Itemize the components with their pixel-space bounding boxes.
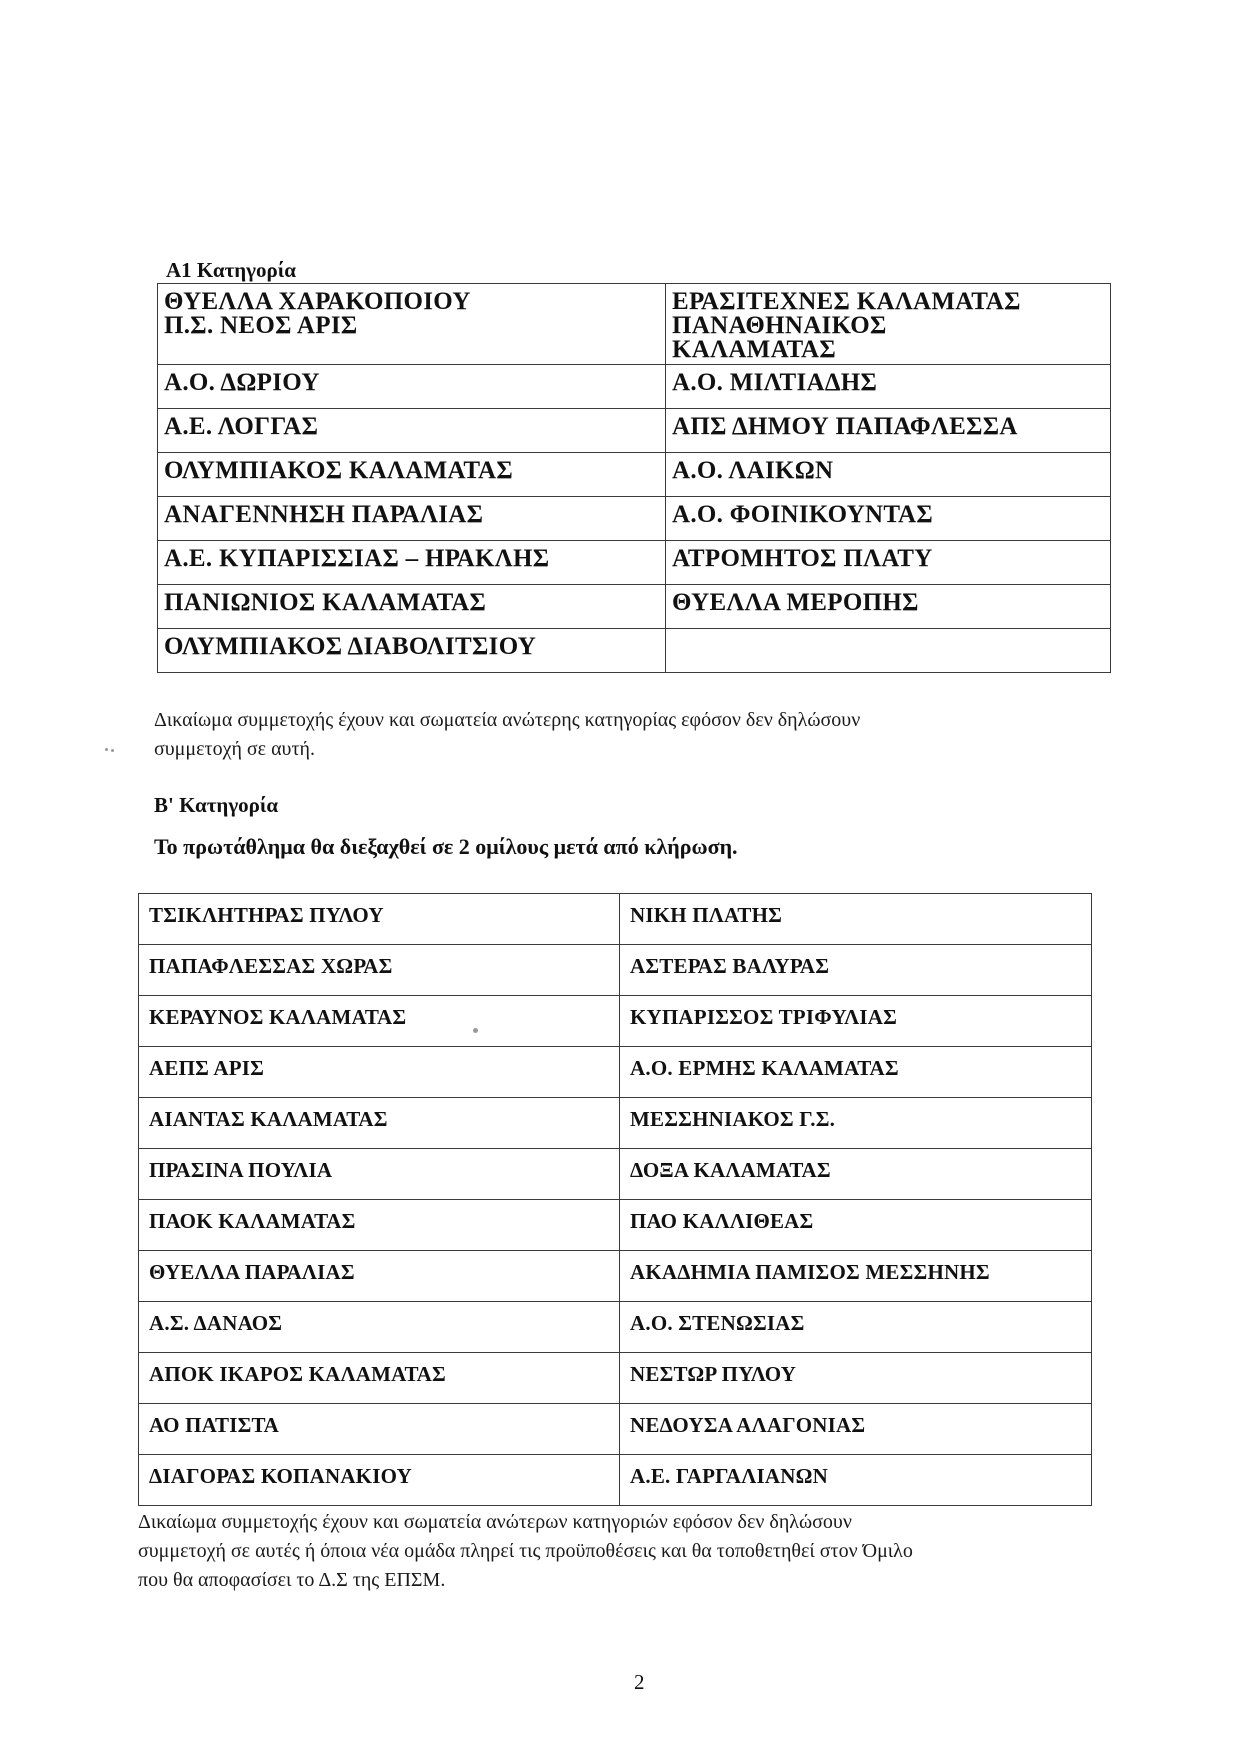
- scan-speck: [111, 749, 114, 752]
- section-a-row: [158, 585, 1111, 629]
- section-b-note-line: συμμετοχή σε αυτές ή όποια νέα ομάδα πληρεί τις προϋποθέσεις και θα τοποθετηθεί στον Όμιλο: [138, 1540, 913, 1562]
- section-a-team-right: ΑΠΣ ΔΗΜΟΥ ΠΑΠΑΦΛΕΣΣΑ: [666, 409, 1111, 453]
- section-a-team-right: ΕΡΑΣΙΤΕΧΝΕΣ ΚΑΛΑΜΑΤΑΣ ΠΑΝΑΘΗΝΑΙΚΟΣ ΚΑΛΑΜΑΤΑΣ: [666, 284, 1111, 365]
- section-b-subtitle: Το πρωτάθλημα θα διεξαχθεί σε 2 ομίλους μετά από κλήρωση.: [154, 834, 738, 859]
- section-a-note-line: συμμετοχή σε αυτή.: [154, 738, 315, 760]
- section-b-note-line: Δικαίωμα συμμετοχής έχουν και σωματεία ανώτερων κατηγοριών εφόσον δεν δηλώσουν: [138, 1511, 852, 1533]
- section-b-team-right: ΔΟΞΑ ΚΑΛΑΜΑΤΑΣ: [620, 1149, 1092, 1200]
- section-b-team-left: ΠΑΟΚ ΚΑΛΑΜΑΤΑΣ: [139, 1200, 620, 1251]
- section-b-title: Β' Κατηγορία: [154, 793, 279, 817]
- section-b-row: [139, 996, 1092, 1047]
- section-a-row: [158, 629, 1111, 673]
- section-a-row: [158, 453, 1111, 497]
- section-a-team-left: ΘΥΕΛΛΑ ΧΑΡΑΚΟΠΟΙΟΥ Π.Σ. ΝΕΟΣ ΑΡΙΣ: [158, 284, 666, 365]
- section-a-row: [158, 541, 1111, 585]
- section-b-team-right: ΝΕΔΟΥΣΑ ΑΛΑΓΟΝΙΑΣ: [620, 1404, 1092, 1455]
- section-a-team-left: ΠΑΝΙΩΝΙΟΣ ΚΑΛΑΜΑΤΑΣ: [158, 585, 666, 629]
- section-b-row: [139, 894, 1092, 945]
- section-a-team-left: ΟΛΥΜΠΙΑΚΟΣ ΚΑΛΑΜΑΤΑΣ: [158, 453, 666, 497]
- section-a-team-left: ΑΝΑΓΕΝΝΗΣΗ ΠΑΡΑΛΙΑΣ: [158, 497, 666, 541]
- section-b-row: [139, 945, 1092, 996]
- section-b-team-right: ΚΥΠΑΡΙΣΣΟΣ ΤΡΙΦΥΛΙΑΣ: [620, 996, 1092, 1047]
- section-b-row: [139, 1404, 1092, 1455]
- section-a-row: [158, 284, 1111, 365]
- section-a-table-body: [158, 284, 1111, 673]
- section-b-row: [139, 1200, 1092, 1251]
- section-b-team-left: ΔΙΑΓΟΡΑΣ ΚΟΠΑΝΑΚΙΟΥ: [139, 1455, 620, 1506]
- section-b-row: [139, 1455, 1092, 1506]
- section-b-team-right: ΑΣΤΕΡΑΣ ΒΑΛΥΡΑΣ: [620, 945, 1092, 996]
- section-a-team-left: Α.Ε. ΚΥΠΑΡΙΣΣΙΑΣ – ΗΡΑΚΛΗΣ: [158, 541, 666, 585]
- section-a-team-right: Α.Ο. ΦΟΙΝΙΚΟΥΝΤΑΣ: [666, 497, 1111, 541]
- section-b-team-right: ΠΑΟ ΚΑΛΛΙΘΕΑΣ: [620, 1200, 1092, 1251]
- section-b-row: [139, 1251, 1092, 1302]
- section-b-team-left: ΑΠΟΚ ΙΚΑΡΟΣ ΚΑΛΑΜΑΤΑΣ: [139, 1353, 620, 1404]
- section-b-note: [138, 1508, 1138, 1595]
- section-b-team-left: ΚΕΡΑΥΝΟΣ ΚΑΛΑΜΑΤΑΣ: [139, 996, 620, 1047]
- section-a-row: [158, 497, 1111, 541]
- section-b-team-right: ΜΕΣΣΗΝΙΑΚΟΣ Γ.Σ.: [620, 1098, 1092, 1149]
- section-b-team-right: ΝΕΣΤΩΡ ΠΥΛΟΥ: [620, 1353, 1092, 1404]
- section-b-team-right: ΝΙΚΗ ΠΛΑΤΗΣ: [620, 894, 1092, 945]
- section-a-team-left: ΟΛΥΜΠΙΑΚΟΣ ΔΙΑΒΟΛΙΤΣΙΟΥ: [158, 629, 666, 673]
- section-b-team-right: ΑΚΑΔΗΜΙΑ ΠΑΜΙΣΟΣ ΜΕΣΣΗΝΗΣ: [620, 1251, 1092, 1302]
- section-b-team-right: Α.Ο. ΣΤΕΝΩΣΙΑΣ: [620, 1302, 1092, 1353]
- section-b-team-left: ΑΟ ΠΑΤΙΣΤΑ: [139, 1404, 620, 1455]
- section-a-team-right: ΘΥΕΛΛΑ ΜΕΡΟΠΗΣ: [666, 585, 1111, 629]
- section-b-table-body: [139, 894, 1092, 1506]
- section-b-row: [139, 1353, 1092, 1404]
- section-a-row: [158, 365, 1111, 409]
- section-b-team-left: ΠΑΠΑΦΛΕΣΣΑΣ ΧΩΡΑΣ: [139, 945, 620, 996]
- section-b-team-left: ΑΕΠΣ ΑΡΙΣ: [139, 1047, 620, 1098]
- scan-speck: [473, 1028, 478, 1033]
- section-b-row: [139, 1047, 1092, 1098]
- scan-speck: [105, 748, 108, 751]
- section-a-note-line: Δικαίωμα συμμετοχής έχουν και σωματεία ανώτερης κατηγορίας εφόσον δεν δηλώσουν: [154, 709, 861, 731]
- section-b-team-left: ΤΣΙΚΛΗΤΗΡΑΣ ΠΥΛΟΥ: [139, 894, 620, 945]
- section-b-team-right: Α.Ο. ΕΡΜΗΣ ΚΑΛΑΜΑΤΑΣ: [620, 1047, 1092, 1098]
- section-b-note-line: που θα αποφασίσει το Δ.Σ της ΕΠΣΜ.: [138, 1569, 446, 1591]
- section-a-team-left: Α.Ο. ΔΩΡΙΟΥ: [158, 365, 666, 409]
- section-b-row: [139, 1302, 1092, 1353]
- section-b-row: [139, 1098, 1092, 1149]
- section-b-team-left: ΑΙΑΝΤΑΣ ΚΑΛΑΜΑΤΑΣ: [139, 1098, 620, 1149]
- section-b-team-left: Α.Σ. ΔΑΝΑΟΣ: [139, 1302, 620, 1353]
- section-b-team-left: ΠΡΑΣΙΝΑ ΠΟΥΛΙΑ: [139, 1149, 620, 1200]
- section-a-team-right: [666, 629, 1111, 673]
- section-a-row: [158, 409, 1111, 453]
- section-a-team-right: Α.Ο. ΜΙΛΤΙΑΔΗΣ: [666, 365, 1111, 409]
- section-a-team-left: Α.Ε. ΛΟΓΓΑΣ: [158, 409, 666, 453]
- section-a-note: [154, 706, 1134, 764]
- section-a-team-right: Α.Ο. ΛΑΙΚΩΝ: [666, 453, 1111, 497]
- section-a-team-right: ΑΤΡΟΜΗΤΟΣ ΠΛΑΤΥ: [666, 541, 1111, 585]
- section-b-team-left: ΘΥΕΛΛΑ ΠΑΡΑΛΙΑΣ: [139, 1251, 620, 1302]
- section-b-row: [139, 1149, 1092, 1200]
- section-a-table: [157, 283, 1111, 673]
- section-b-table: [138, 893, 1092, 1506]
- section-a-title: A1 Κατηγορία: [166, 258, 296, 282]
- page-number: 2: [634, 1670, 645, 1694]
- section-b-team-right: Α.Ε. ΓΑΡΓΑΛΙΑΝΩΝ: [620, 1455, 1092, 1506]
